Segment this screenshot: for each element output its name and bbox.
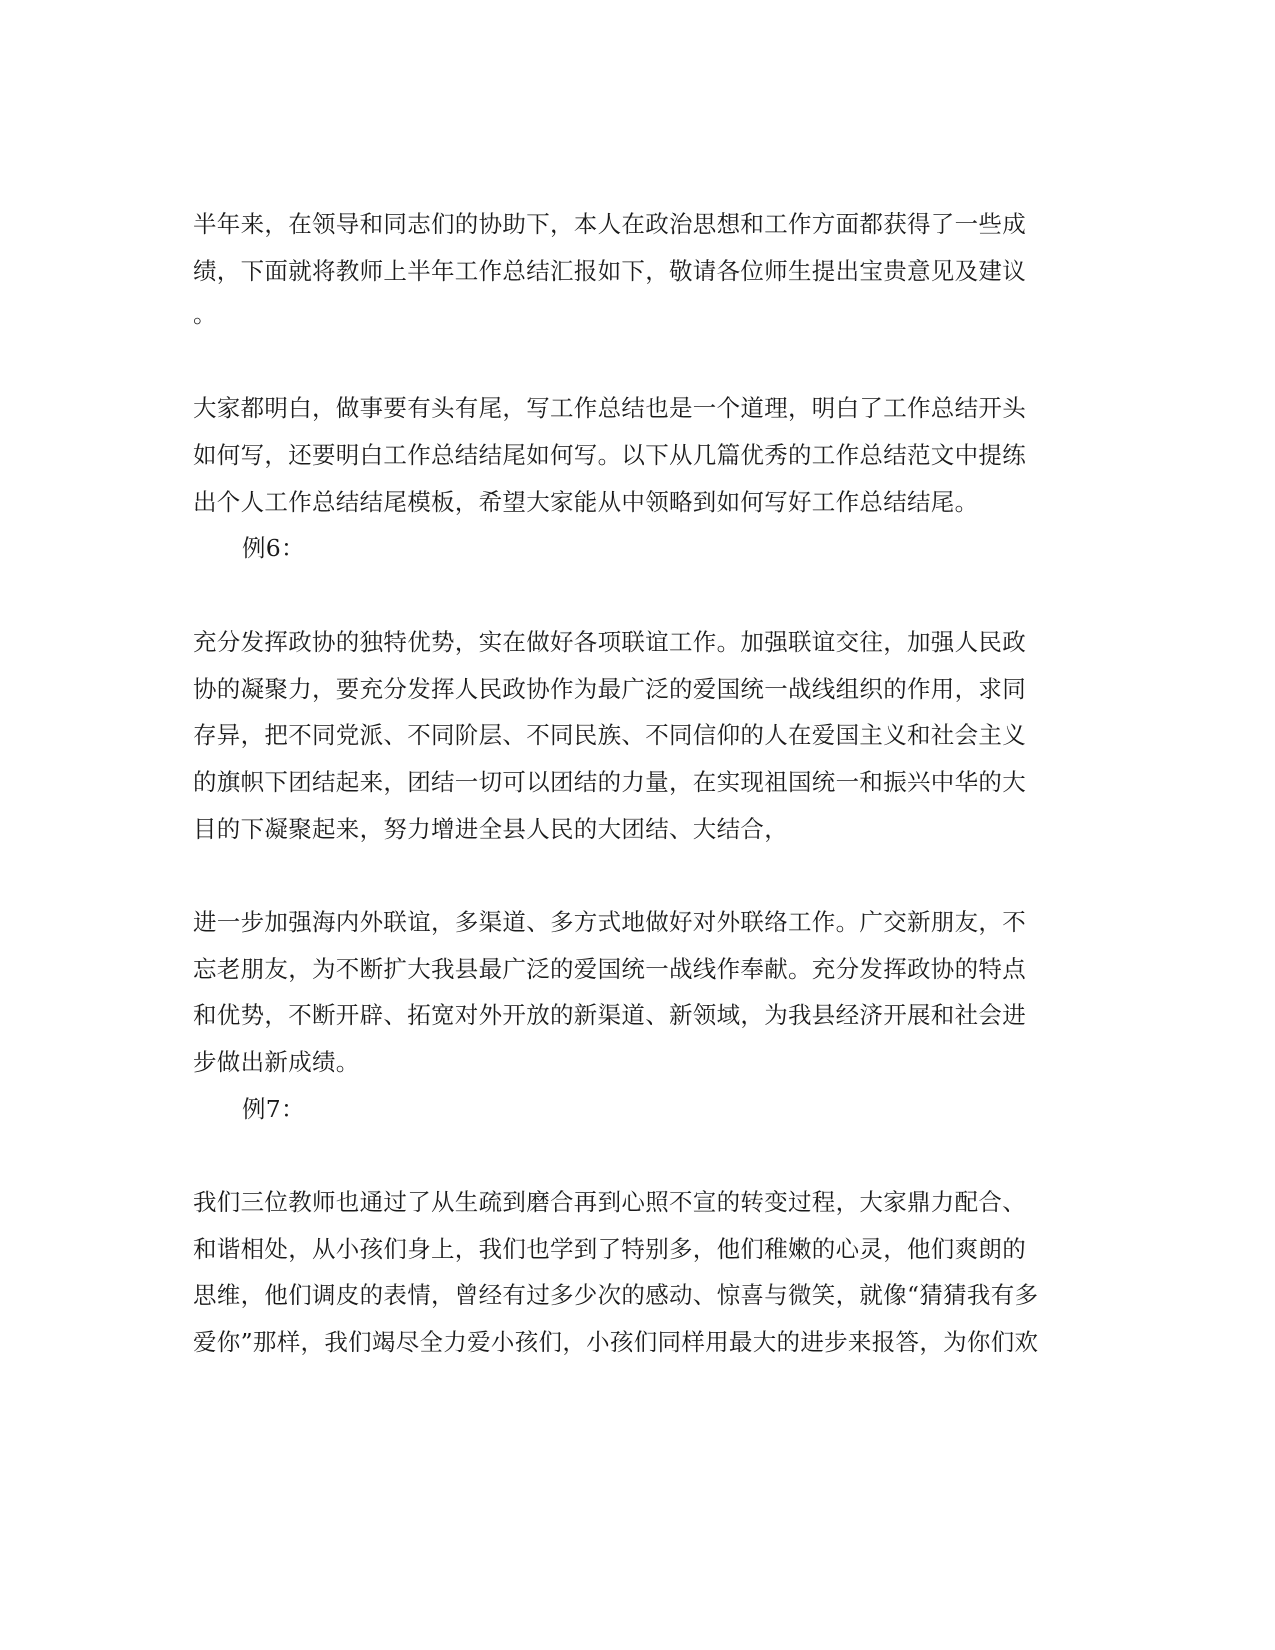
example-6-heading: 例6： [242, 534, 305, 562]
text-line-11: 的旗帜下团结起来，团结一切可以团结的力量，在实现祖国统一和振兴中华的大 [193, 768, 1026, 796]
text-line-2: 绩，下面就将教师上半年工作总结汇报如下，敬请各位师生提出宝贵意见及建议 [193, 257, 1026, 285]
text-line-14: 忘老朋友，为不断扩大我县最广泛的爱国统一战线作奉献。充分发挥政协的特点 [193, 955, 1026, 983]
text-line-12: 目的下凝聚起来，努力增进全县人民的大团结、大结合， [193, 815, 788, 843]
text-line-20: 思维，他们调皮的表情，曾经有过多少次的感动、惊喜与微笑，就像“猜猜我有多 [193, 1281, 1039, 1309]
text-line-18: 我们三位教师也通过了从生疏到磨合再到心照不宣的转变过程，大家鼎力配合、 [193, 1188, 1026, 1216]
text-line-21: 爱你”那样，我们竭尽全力爱小孩们，小孩们同样用最大的进步来报答，为你们欢 [193, 1328, 1039, 1356]
text-line-1: 半年来，在领导和同志们的协助下，本人在政治思想和工作方面都获得了一些成 [193, 210, 1026, 238]
text-line-4: 大家都明白，做事要有头有尾，写工作总结也是一个道理，明白了工作总结开头 [193, 394, 1026, 422]
text-line-16: 步做出新成绩。 [193, 1048, 360, 1076]
text-line-6: 出个人工作总结结尾模板，希望大家能从中领略到如何写好工作总结结尾。 [193, 488, 979, 516]
text-line-19: 和谐相处，从小孩们身上，我们也学到了特别多，他们稚嫩的心灵，他们爽朗的 [193, 1235, 1026, 1263]
text-line-5: 如何写，还要明白工作总结结尾如何写。以下从几篇优秀的工作总结范文中提练 [193, 441, 1026, 469]
text-line-9: 协的凝聚力，要充分发挥人民政协作为最广泛的爱国统一战线组织的作用，求同 [193, 675, 1026, 703]
example-7-heading: 例7： [242, 1095, 305, 1123]
text-line-15: 和优势，不断开辟、拓宽对外开放的新渠道、新领域，为我县经济开展和社会进 [193, 1001, 1026, 1029]
text-line-3: 。 [193, 300, 217, 328]
text-line-13: 进一步加强海内外联谊，多渠道、多方式地做好对外联络工作。广交新朋友，不 [193, 908, 1026, 936]
text-line-8: 充分发挥政协的独特优势，实在做好各项联谊工作。加强联谊交往，加强人民政 [193, 628, 1026, 656]
text-line-10: 存异，把不同党派、不同阶层、不同民族、不同信仰的人在爱国主义和社会主义 [193, 721, 1026, 749]
